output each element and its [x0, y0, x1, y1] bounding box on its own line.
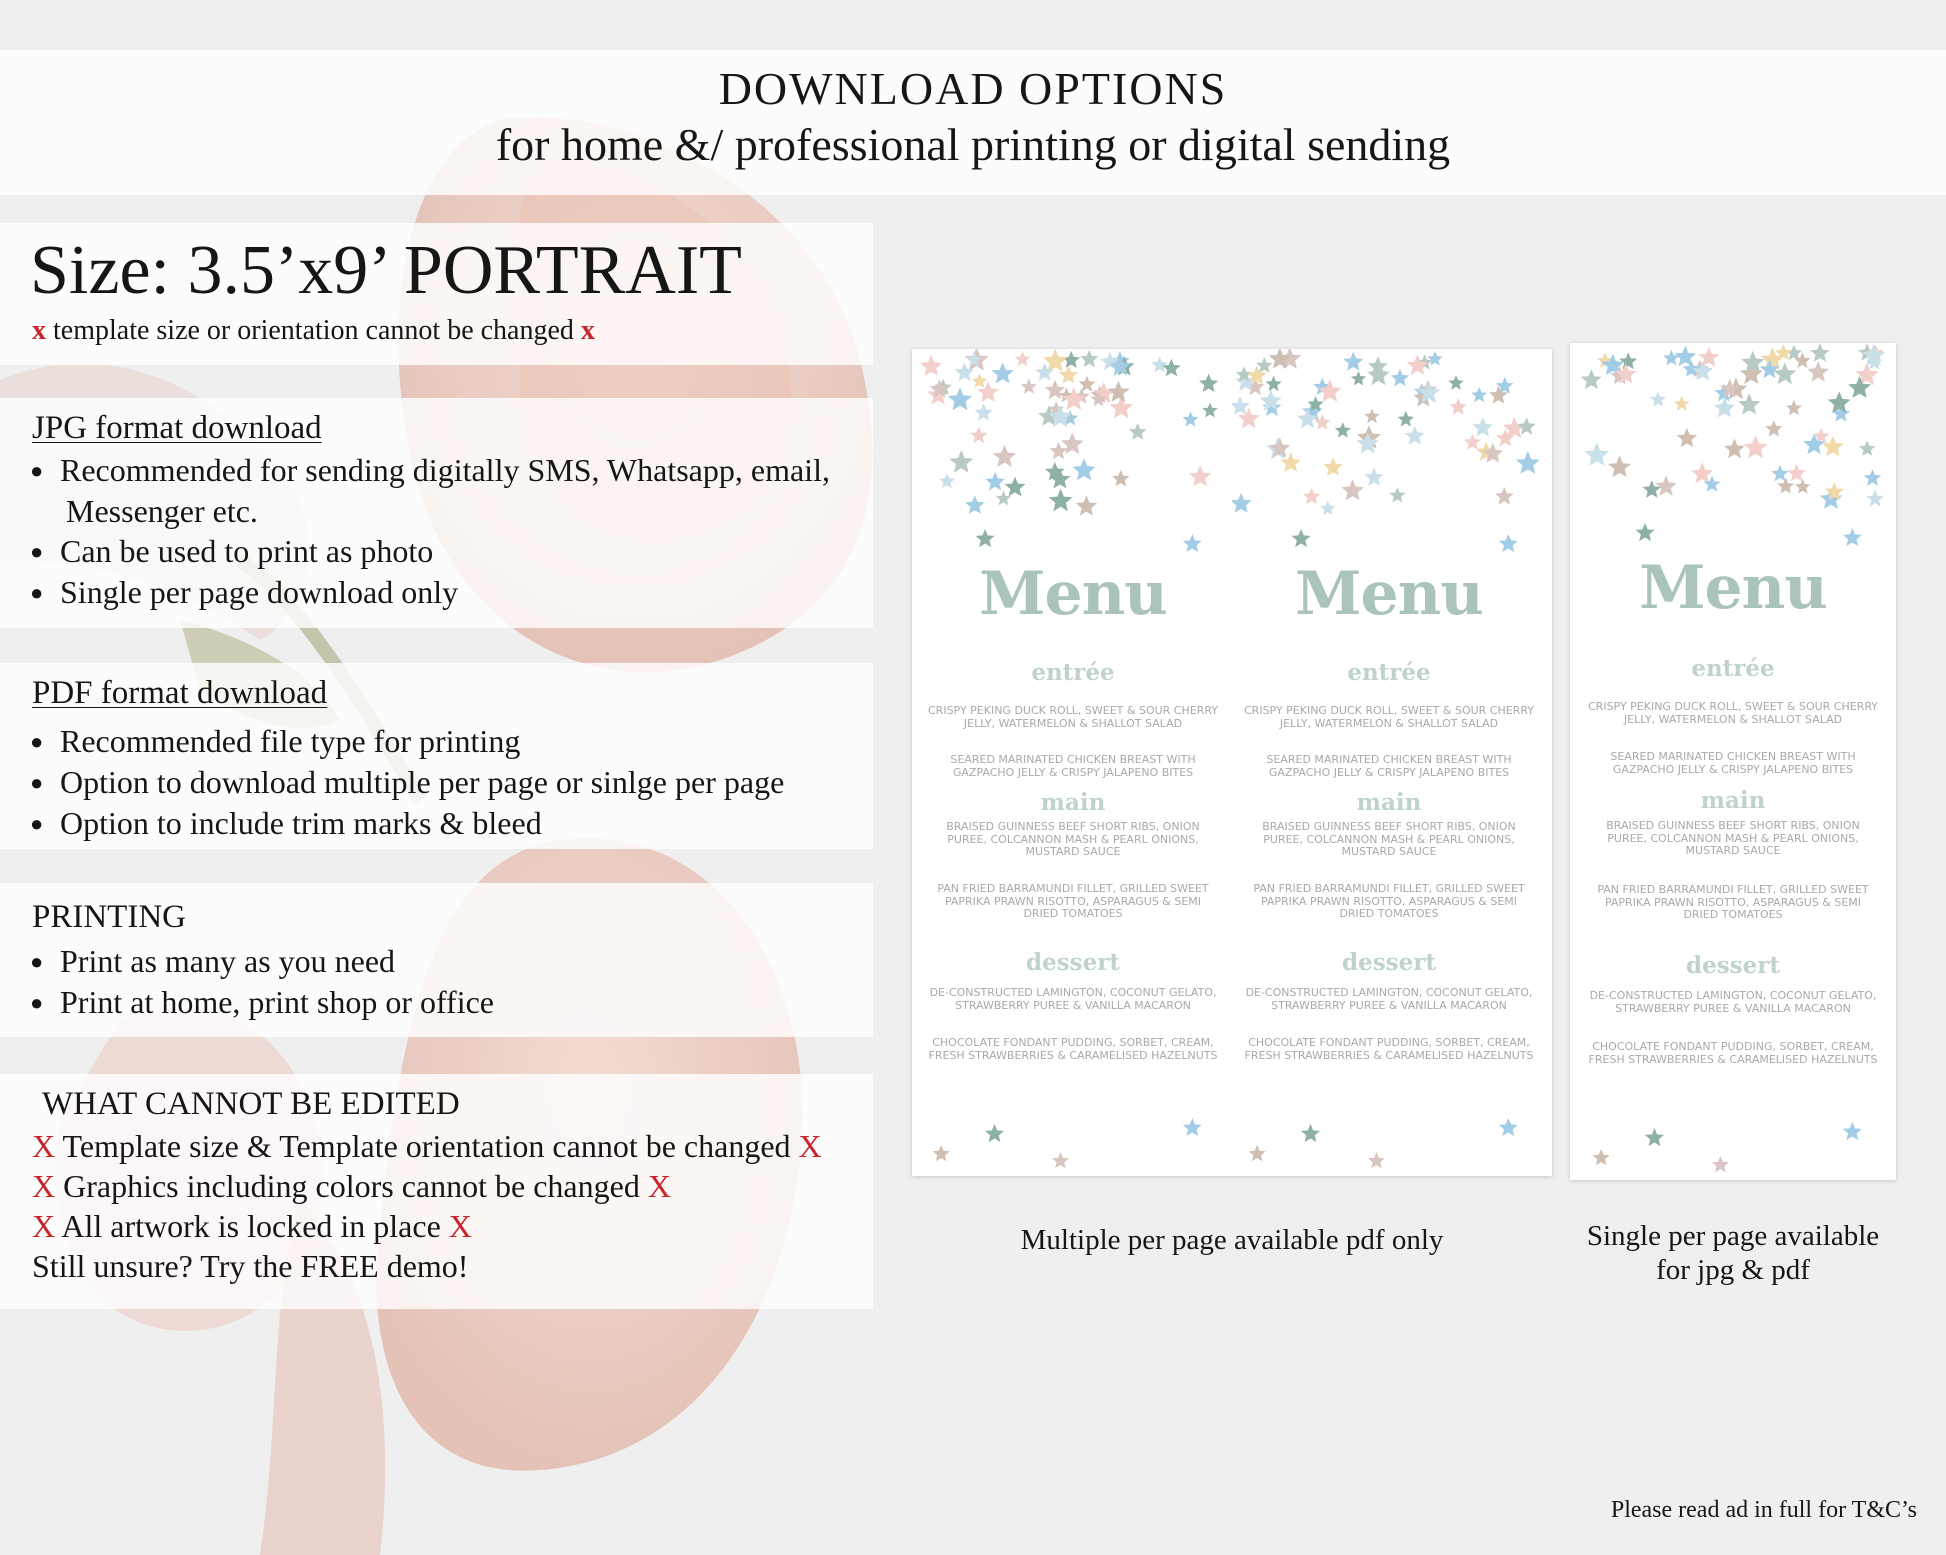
single-page-caption: Single per page available for jpg & pdf: [1586, 1220, 1880, 1286]
dessert-heading: dessert: [1686, 952, 1780, 979]
star-icon: [1581, 369, 1602, 389]
star-icon: [985, 1124, 1004, 1142]
menu-item: CHOCOLATE FONDANT PUDDING, SORBET, CREAM, FRESH STRAWBERRIES & CARAMELISED HAZELNUTS: [1244, 1036, 1534, 1062]
dessert-heading: dessert: [1342, 949, 1436, 976]
single-page-preview: [1570, 343, 1896, 1180]
jpg-heading: JPG format download: [32, 410, 322, 446]
star-icon: [920, 355, 942, 376]
star-icon: [1343, 352, 1363, 371]
bullet-icon: ●: [30, 458, 44, 483]
menu-item: CHOCOLATE FONDANT PUDDING, SORBET, CREAM, FRESH STRAWBERRIES & CARAMELISED HAZELNUTS: [1588, 1040, 1878, 1066]
star-icon: [1320, 501, 1335, 516]
star-icon: [1303, 488, 1321, 505]
x-mark-icon: X: [798, 1128, 822, 1164]
star-icon: [1643, 480, 1662, 498]
page-subtitle: for home &/ professional printing or digital sending: [495, 119, 1451, 170]
star-icon: [1266, 376, 1282, 391]
pdf-heading: PDF format download: [32, 675, 328, 711]
star-icon: [972, 373, 988, 388]
star-icon: [1391, 369, 1410, 387]
menu-item: BRAISED GUINNESS BEEF SHORT RIBS, ONION PUREE, COLCANNON MASH & PEARL ONIONS, MUSTARD SAUCE: [1606, 819, 1860, 857]
star-icon: [1183, 1118, 1202, 1136]
star-icon: [1368, 1152, 1385, 1168]
star-icon: [1787, 464, 1806, 482]
star-icon: [1656, 475, 1677, 495]
menu-item: SEARED MARINATED CHICKEN BREAST WITH GAZPACHO JELLY & CRISPY JALAPENO BITES: [1266, 753, 1512, 779]
star-icon: [993, 445, 1016, 467]
star-icon: [1450, 398, 1467, 415]
jpg-section: [0, 398, 873, 628]
menu-item: BRAISED GUINNESS BEEF SHORT RIBS, ONION PUREE, COLCANNON MASH & PEARL ONIONS, MUSTARD SAUCE: [1262, 820, 1516, 858]
bullet-icon: ●: [30, 580, 44, 605]
star-icon: [1323, 457, 1343, 476]
star-icon: [1619, 352, 1637, 369]
footer-note: Please read ad in full for T&C’s: [1610, 1497, 1917, 1523]
star-icon: [1822, 436, 1844, 457]
printing-bullet-list: [30, 941, 494, 1023]
star-icon: [1199, 374, 1218, 393]
star-icon: [1389, 487, 1405, 502]
header-panel: [0, 50, 1946, 195]
star-icon: [933, 1145, 950, 1161]
x-mark-icon: x: [580, 315, 595, 346]
star-icon: [1015, 351, 1031, 366]
menu-card: [1576, 343, 1890, 1180]
menu-item: CRISPY PEKING DUCK ROLL, SWEET & SOUR CHERRY JELLY, WATERMELON & SHALLOT SALAD: [1588, 700, 1878, 726]
star-icon: [1005, 477, 1026, 497]
multi-page-preview: [912, 349, 1552, 1176]
menu-item: BRAISED GUINNESS BEEF SHORT RIBS, ONION PUREE, COLCANNON MASH & PEARL ONIONS, MUSTARD SAUCE: [946, 820, 1200, 858]
star-icon: [1182, 411, 1198, 426]
star-icon: [1473, 417, 1493, 436]
list-item: X All artwork is locked in place X: [32, 1208, 472, 1244]
star-icon: [1427, 351, 1442, 366]
list-item: Messenger etc.: [66, 493, 258, 529]
menu-item: PAN FRIED BARRAMUNDI FILLET, GRILLED SWEET PAPRIKA PRAWN RISOTTO, ASPARAGUS & SEMI DRIED TOMATOES: [1597, 883, 1869, 921]
x-mark-icon: X: [448, 1208, 472, 1244]
entree-heading: entrée: [1691, 655, 1775, 682]
bullet-icon: ●: [30, 949, 44, 974]
star-icon: [1807, 361, 1829, 382]
menu-card: [916, 349, 1230, 1176]
star-icon: [1076, 495, 1097, 515]
star-icon: [1232, 493, 1252, 513]
star-icon: [985, 472, 1005, 491]
bullet-icon: ●: [30, 539, 44, 564]
size-panel: [0, 223, 873, 365]
star-icon: [1499, 534, 1518, 552]
star-icon: [1810, 343, 1830, 362]
menu-item: SEARED MARINATED CHICKEN BREAST WITH GAZPACHO JELLY & CRISPY JALAPENO BITES: [1610, 750, 1856, 776]
main-heading: main: [1356, 789, 1422, 816]
star-icon: [975, 403, 993, 420]
pdf-bullet-list: [30, 721, 784, 844]
star-icon: [1335, 422, 1351, 437]
entree-heading: entrée: [1347, 659, 1431, 686]
star-icon: [1692, 361, 1713, 381]
star-icon: [1072, 458, 1095, 480]
star-icon: [939, 473, 955, 488]
star-icon: [1593, 1149, 1610, 1165]
star-icon: [1691, 462, 1713, 483]
star-icon: [1364, 468, 1383, 487]
star-icon: [1364, 409, 1379, 424]
star-icon: [1301, 1124, 1320, 1142]
x-mark-icon: X: [32, 1208, 56, 1244]
x-mark-icon: X: [32, 1128, 56, 1164]
star-icon: [1052, 1152, 1069, 1168]
star-icon: [970, 427, 987, 444]
size-note: [32, 315, 595, 347]
star-icon: [1341, 479, 1363, 500]
multi-page-caption: Multiple per page available pdf only: [1020, 1224, 1444, 1256]
star-icon: [949, 450, 973, 473]
star-icon: [1189, 465, 1211, 486]
star-icon: [1677, 428, 1698, 448]
menu-item: CRISPY PEKING DUCK ROLL, SWEET & SOUR CHERRY JELLY, WATERMELON & SHALLOT SALAD: [1244, 704, 1534, 730]
star-icon: [1129, 423, 1147, 440]
menu-item: CHOCOLATE FONDANT PUDDING, SORBET, CREAM, FRESH STRAWBERRIES & CARAMELISED HAZELNUTS: [928, 1036, 1218, 1062]
pdf-section: [0, 663, 873, 849]
menu-item: PAN FRIED BARRAMUNDI FILLET, GRILLED SWEET PAPRIKA PRAWN RISOTTO, ASPARAGUS & SEMI DRIED TOMATOES: [1253, 882, 1525, 920]
star-icon: [1645, 1128, 1664, 1146]
menu-item: PAN FRIED BARRAMUNDI FILLET, GRILLED SWEET PAPRIKA PRAWN RISOTTO, ASPARAGUS & SEMI DRIED TOMATOES: [937, 882, 1209, 920]
star-icon: [1663, 350, 1679, 366]
star-icon: [1448, 375, 1464, 390]
star-icon: [976, 529, 995, 547]
star-icon: [992, 362, 1014, 383]
menu-title: Menu: [979, 559, 1167, 629]
x-mark-icon: x: [32, 315, 46, 346]
star-icon: [1674, 396, 1690, 411]
page-title: DOWNLOAD OPTIONS: [718, 63, 1228, 114]
star-icon: [1495, 487, 1514, 505]
size-title: Size: 3.5’x9’ PORTRAIT: [30, 232, 742, 309]
star-icon: [1765, 420, 1782, 436]
star-icon: [1405, 426, 1425, 445]
star-icon: [1636, 523, 1655, 541]
star-icon: [1608, 456, 1631, 478]
star-icon: [1712, 1156, 1729, 1172]
star-icon: [1795, 479, 1811, 494]
star-icon: [1351, 371, 1366, 386]
star-icon: [1650, 392, 1666, 407]
star-icon: [1786, 400, 1802, 415]
size-note-text: template size or orientation cannot be changed: [53, 315, 574, 346]
menu-card: [1232, 349, 1546, 1176]
bullet-icon: ●: [30, 770, 44, 795]
menu-item: DE-CONSTRUCTED LAMINGTON, COCONUT GELATO, STRAWBERRY PUREE & VANILLA MACARON: [1589, 989, 1877, 1015]
menu-item: CRISPY PEKING DUCK ROLL, SWEET & SOUR CHERRY JELLY, WATERMELON & SHALLOT SALAD: [928, 704, 1218, 730]
list-item: ● Print at home, print shop or office: [30, 982, 494, 1023]
star-icon: [965, 495, 985, 514]
main-heading: main: [1040, 789, 1106, 816]
list-item: Still unsure? Try the FREE demo!: [32, 1248, 469, 1284]
bullet-icon: ●: [30, 990, 44, 1015]
star-icon: [1398, 411, 1414, 427]
list-item: ● Single per page download only: [30, 572, 830, 613]
star-icon: [1249, 1145, 1266, 1161]
list-item: ● Option to download multiple per page or sinlge per page: [30, 762, 784, 803]
jpg-bullet-list: [30, 450, 830, 613]
main-heading: main: [1700, 787, 1766, 814]
star-icon: [1202, 403, 1218, 418]
menu-item: SEARED MARINATED CHICKEN BREAST WITH GAZPACHO JELLY & CRISPY JALAPENO BITES: [950, 753, 1196, 779]
star-icon: [1107, 381, 1129, 402]
list-item: ● Print as many as you need: [30, 941, 494, 982]
star-icon: [1151, 356, 1168, 372]
star-icon: [1080, 350, 1098, 367]
menu-item: DE-CONSTRUCTED LAMINGTON, COCONUT GELATO, STRAWBERRY PUREE & VANILLA MACARON: [1245, 986, 1533, 1012]
star-icon: [1843, 1122, 1862, 1140]
menu-title: Menu: [1295, 559, 1483, 629]
list-item: ● Recommended file type for printing: [30, 721, 784, 762]
star-icon: [1021, 379, 1037, 394]
star-icon: [1112, 470, 1129, 487]
star-icon: [1843, 528, 1862, 546]
star-icon: [1367, 364, 1390, 386]
star-icon: [1516, 451, 1540, 474]
list-item: ● Option to include trim marks & bleed: [30, 803, 784, 844]
star-icon: [1714, 397, 1736, 418]
star-icon: [1471, 387, 1487, 402]
star-icon: [1864, 469, 1881, 486]
star-icon: [996, 491, 1011, 506]
cannot-edit-heading: WHAT CANNOT BE EDITED: [42, 1086, 460, 1122]
star-icon: [1859, 440, 1875, 455]
list-item: ● Can be used to print as photo: [30, 531, 830, 572]
list-item: ● Recommended for sending digitally SMS, Whatsapp, email,: [30, 450, 830, 491]
star-icon: [1517, 417, 1535, 435]
list-item: X Template size & Template orientation cannot be changed X: [32, 1128, 822, 1164]
star-icon: [1292, 529, 1311, 547]
star-icon: [1744, 436, 1768, 459]
star-icon: [1183, 534, 1202, 552]
star-icon: [948, 387, 972, 410]
menu-item: DE-CONSTRUCTED LAMINGTON, COCONUT GELATO, STRAWBERRY PUREE & VANILLA MACARON: [929, 986, 1217, 1012]
printing-section: [0, 883, 873, 1037]
menu-title: Menu: [1639, 553, 1827, 623]
entree-heading: entrée: [1031, 659, 1115, 686]
star-icon: [1724, 439, 1745, 459]
list-item: X Graphics including colors cannot be changed X: [32, 1168, 671, 1204]
cannot-edit-section: [0, 1074, 873, 1309]
x-mark-icon: X: [647, 1168, 671, 1204]
star-icon: [1049, 489, 1073, 512]
star-icon: [1162, 359, 1181, 377]
bullet-icon: ●: [30, 729, 44, 754]
x-mark-icon: X: [32, 1168, 56, 1204]
star-icon: [1866, 490, 1884, 507]
printing-heading: PRINTING: [32, 899, 186, 935]
star-icon: [1585, 442, 1610, 465]
star-icon: [1464, 433, 1481, 449]
cannot-edit-list: [32, 1126, 822, 1286]
star-icon: [1499, 1118, 1518, 1136]
dessert-heading: dessert: [1026, 949, 1120, 976]
star-icon: [1049, 442, 1067, 460]
bullet-icon: ●: [30, 811, 44, 836]
